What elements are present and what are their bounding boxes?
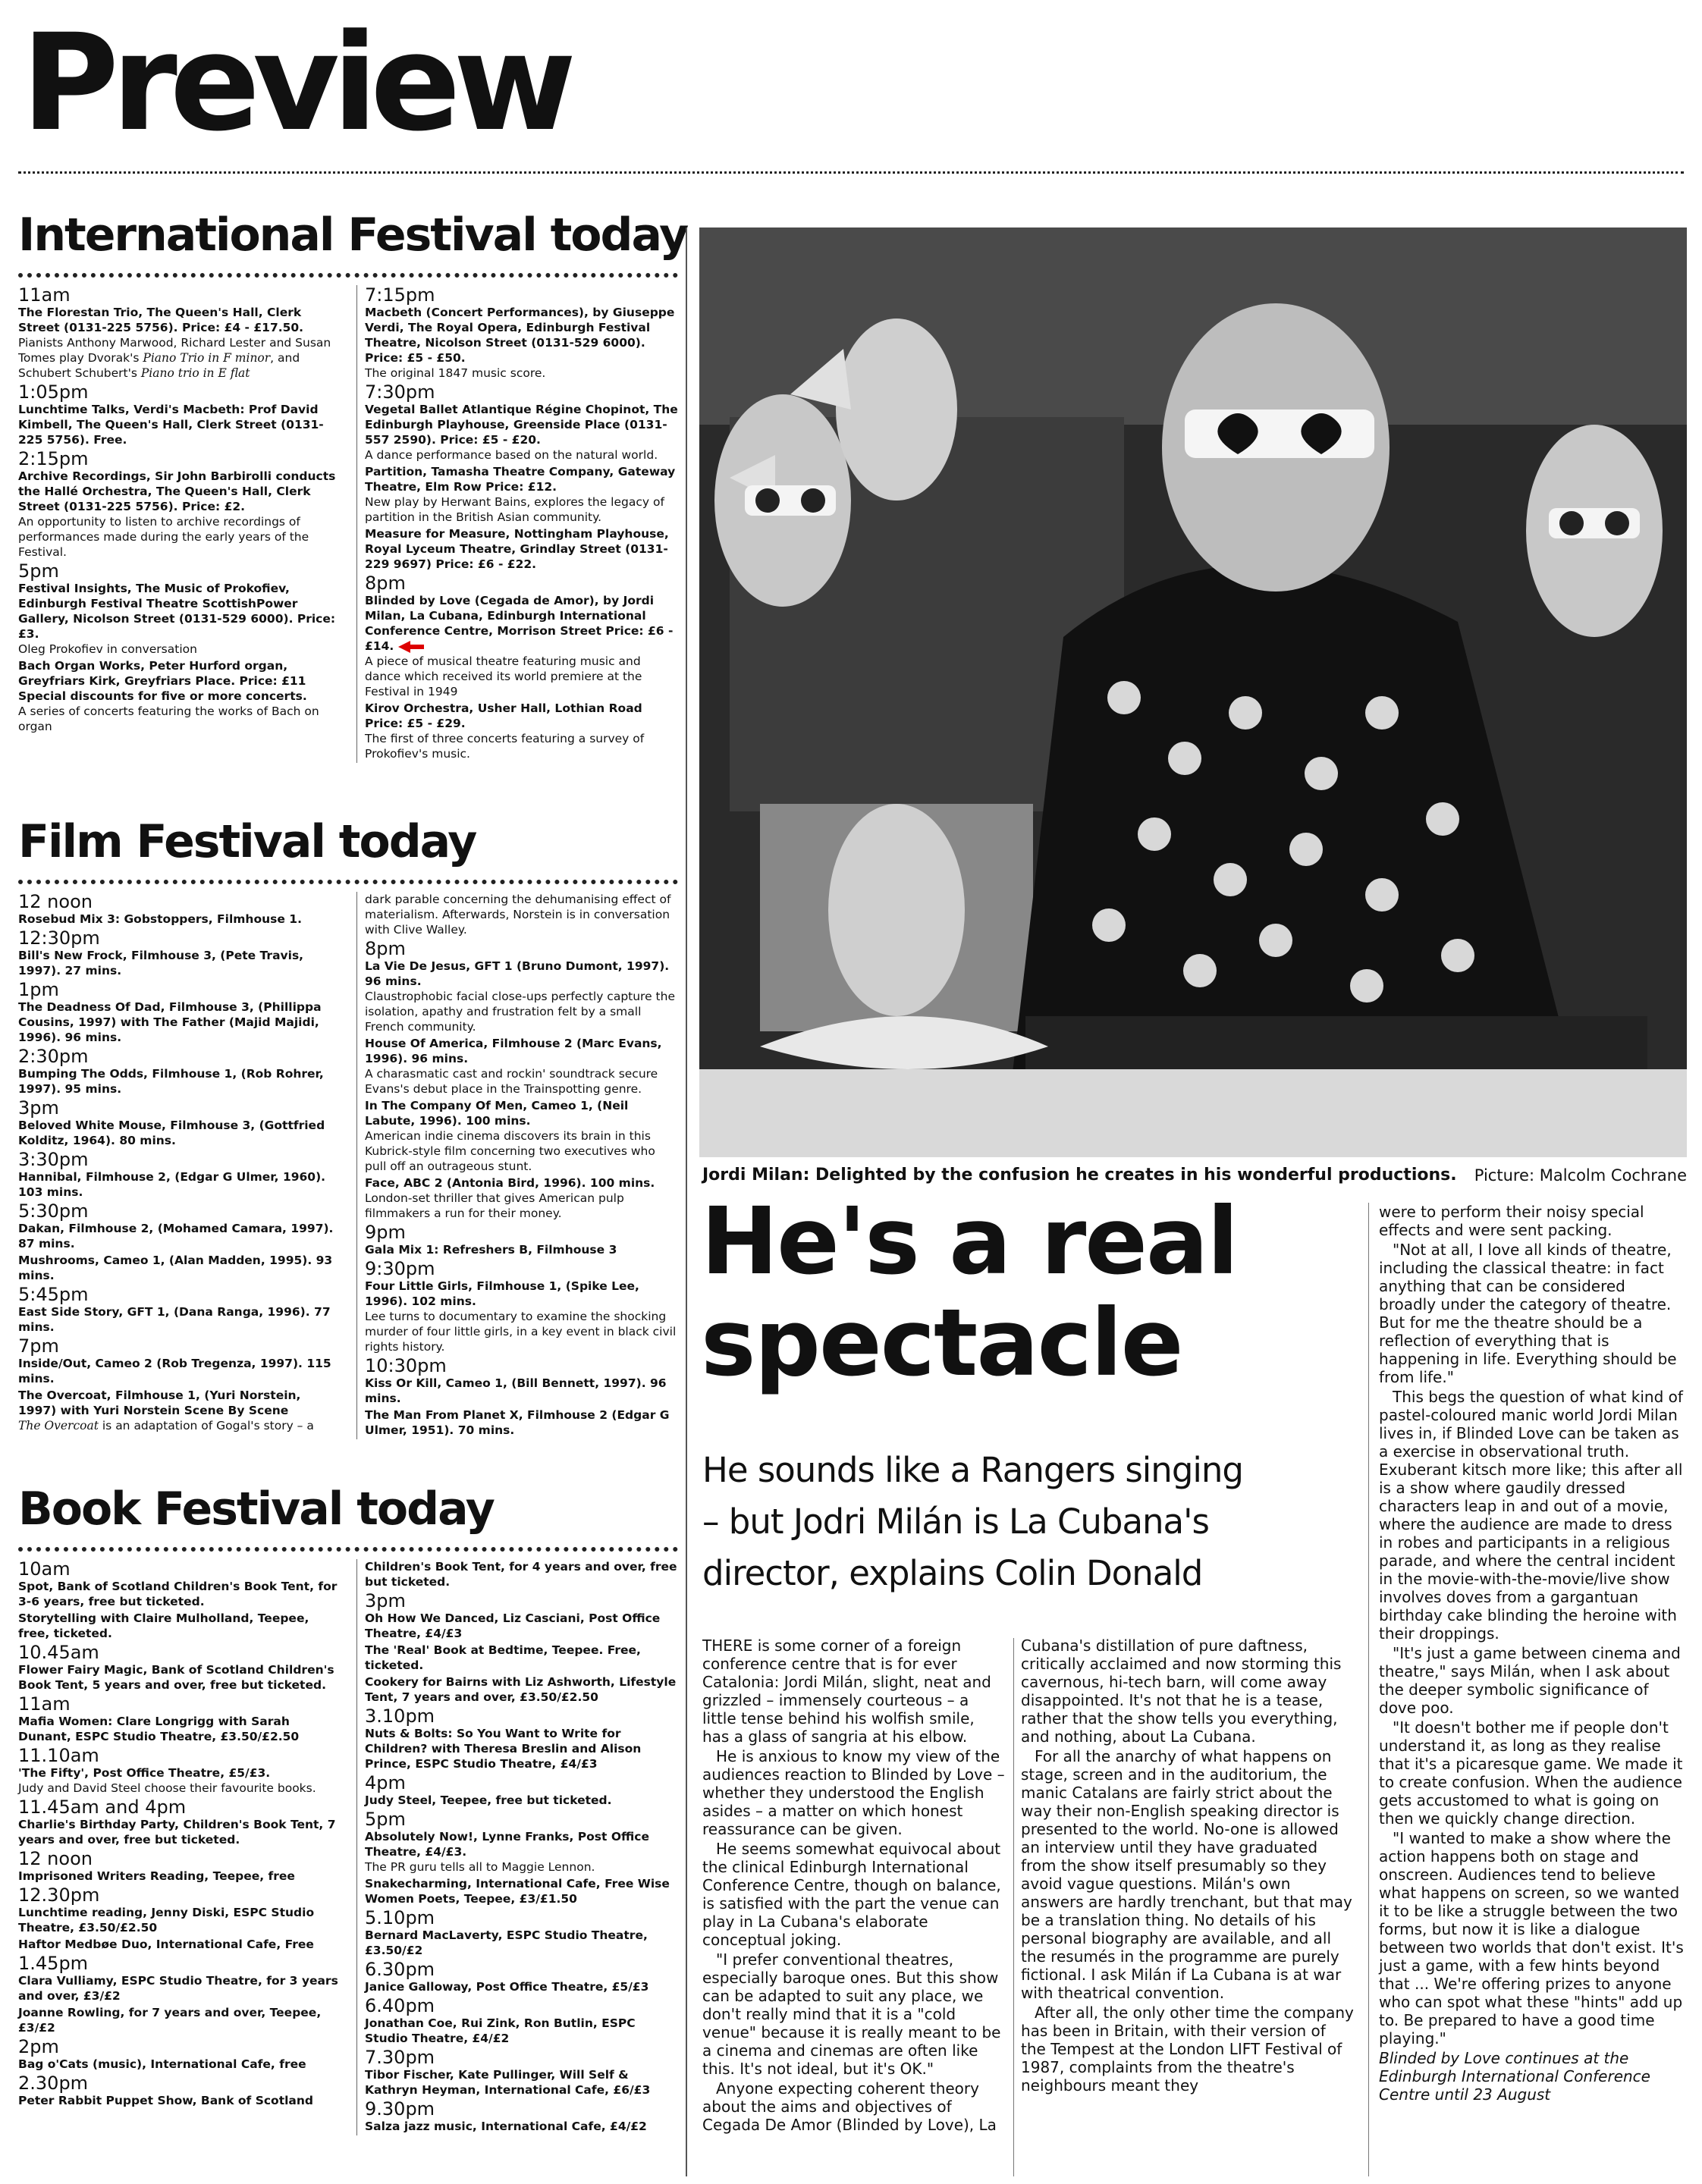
listing-entry (365, 2099, 678, 2134)
listing-headline: Oh How We Danced, Liz Casciani, Post Office Theatre, £4/£3 (365, 1611, 661, 1640)
listing-time: 6.40pm (365, 1995, 435, 2016)
listing-entry (18, 2037, 340, 2072)
listing-headline: The Florestan Trio, The Queen's Hall, Clerk Street (0131-225 5756). Price: £4 - £17.50. (18, 306, 304, 334)
listing-headline: Kiss Or Kill, Cameo 1, (Bill Bennett, 1997). 96 mins. (365, 1376, 667, 1405)
listing-headline: Tibor Fischer, Kate Pullinger, Will Self & Kathryn Heyman, International Cafe, £6/£3 (365, 2068, 651, 2097)
listing-headline: Mafia Women: Clare Longrigg with Sarah Dunant, ESPC Studio Theatre, £3.50/£2.50 (18, 1715, 300, 1743)
article-paragraph: "It's just a game between cinema and theatre," says Milán, when I ask about the deeper symbolic significance of dove poo. (1379, 1644, 1681, 1717)
listing-headline: Four Little Girls, Filmhouse 1, (Spike Lee, 1996). 102 mins. (365, 1279, 639, 1308)
listing-entry (365, 1773, 678, 1808)
listing-description: The Overcoat is an adaptation of Gogal's story – a (18, 1419, 314, 1432)
listing-time: 2:30pm (18, 1046, 89, 1067)
listing-entry (18, 1643, 340, 1693)
listing-headline: The Overcoat, Filmhouse 1, (Yuri Norstein, 1997) with Yuri Norstein Scene By Scene (18, 1389, 301, 1417)
book-col-2 (356, 1559, 678, 2135)
article-paragraph: "I wanted to make a show where the action happens both on stage and onscreen. Audiences tend to believe what happens on screen, so we wanted it to be like a struggle between the two forms, but now it is like a dialogue between two worlds that don't exist. It's just a game, with a few hints beyond that ... We're offering prizes to anyone who can spot what these "hints" add up to. Be prepared to have a good time playing." (1379, 1829, 1684, 2048)
listing-entry (365, 1559, 678, 1589)
listing-headline: Jonathan Coe, Rui Zink, Ron Butlin, ESPC Studio Theatre, £4/£2 (365, 2016, 636, 2045)
article-paragraph: THERE is some corner of a foreign conference centre that is for ever Catalonia: Jordi Milán, slight, neat and grizzled – immensely courteous – a little tense behind his wolfish smile, has a glass of sangria at his elbow. (702, 1636, 991, 1746)
listing-headline: Inside/Out, Cameo 2 (Rob Tregenza, 1997). 115 mins. (18, 1357, 331, 1385)
section-rule (18, 273, 678, 278)
listing-headline: Janice Galloway, Post Office Theatre, £5/£3 (365, 1980, 649, 1994)
film-title: Film Festival today (18, 815, 476, 868)
listing-headline: Bernard MacLaverty, ESPC Studio Theatre, £3.50/£2 (365, 1928, 648, 1957)
listing-entry (365, 1674, 678, 1705)
listing-entry (365, 1036, 678, 1097)
listing-entry (18, 1388, 340, 1433)
column-divider (686, 228, 687, 2176)
listing-time: 3pm (365, 1590, 406, 1611)
listing-headline: Flower Fairy Magic, Bank of Scotland Children's Book Tent, 5 years and over, free but ticketed. (18, 1663, 334, 1692)
listing-headline: Face, ABC 2 (Antonia Bird, 1996). 100 mins. (365, 1176, 655, 1190)
listing-headline: Gala Mix 1: Refreshers B, Filmhouse 3 (365, 1243, 617, 1257)
international-col-1 (18, 285, 340, 763)
article-paragraph: "Not at all, I love all kinds of theatre, including the classical theatre: in fact anything that can be considered broadly under the category of theatre. But for me the theatre should be a reflection of everything that is happening in life. Everything should be from life." (1379, 1241, 1677, 1386)
listing-entry (18, 382, 340, 447)
listing-headline: Children's Book Tent, for 4 years and over, free but ticketed. (365, 1560, 677, 1589)
listing-description: The PR guru tells all to Maggie Lennon. (365, 1860, 595, 1874)
article-paragraph: "It doesn't bother me if people don't understand it, as long as they realise that it's a picaresque game. We made it to create confusion. When the audience gets accustomed to what is going on then we quickly change direction. (1379, 1718, 1683, 1828)
headline-line-1: He's a real (701, 1188, 1238, 1295)
section-rule (18, 880, 678, 884)
article-paragraph: This begs the question of what kind of pastel-coloured manic world Jordi Milan lives in, if Blinded Love can be taken as a exercise in observational truth. Exuberant kitsch more like; this after all is a show where gaudily dressed characters leap in and out of a movie, where the audience are made to dress in robes and participants in a religious parade, and where the central incident in the movie-with-the-movie/live show involves doves from a gargantuan birthday cake blinding the heroine with their droppings. (1379, 1388, 1683, 1643)
listing-time: 10.45am (18, 1642, 99, 1663)
standfirst-line-2: – but Jodri Milán is La Cubana's (702, 1502, 1209, 1542)
listing-entry (18, 561, 340, 657)
article-paragraph: Anyone expecting coherent theory about the aims and objectives of Cegada De Amor (Blinded by Love), La (702, 2079, 997, 2134)
listing-entry (365, 1356, 678, 1406)
article-paragraph: For all the anarchy of what happens on stage, screen and in the auditorium, the manic Catalans are fairly strict about the way their non-English speaking director is presented to the world. No-one is allowed an interview until they have graduated from the show itself presumably so they avoid vague questions. Milán's own answers are hardly trenchant, but that may be a translation thing. No details of his personal biography are available, and all the resumés in the programme are purely fictional. I ask Milán if La Cubana is at war with theatrical convention. (1021, 1747, 1352, 2002)
listing-time: 12 noon (18, 891, 93, 912)
listing-headline: Nuts & Bolts: So You Want to Write for Children? with Theresa Breslin and Alison Prince, ESPC Studio Theatre, £4/£3 (365, 1727, 642, 1771)
listing-entry (18, 1253, 340, 1283)
listing-headline: Lunchtime reading, Jenny Diski, ESPC Studio Theatre, £3.50/£2.50 (18, 1906, 315, 1935)
listing-time: 12:30pm (18, 927, 100, 949)
film-col-1 (18, 892, 340, 1439)
listing-entry (365, 1706, 678, 1771)
listing-time: 4pm (365, 1772, 406, 1793)
article-paragraph: Cubana's distillation of pure daftness, critically acclaimed and now storming this cavernous, hi-tech barn, will come away disappointed. It's not that he is a tease, rather that the show tells you everything, and nothing, about La Cubana. (1021, 1636, 1342, 1746)
listing-time: 2.30pm (18, 2073, 89, 2094)
listing-headline: House Of America, Filmhouse 2 (Marc Evans, 1996). 96 mins. (365, 1037, 662, 1065)
listing-description: A dance performance based on the natural world. (365, 448, 658, 462)
article-column-rule (1368, 1203, 1369, 2176)
listing-time: 3.10pm (365, 1705, 435, 1727)
listing-description: Pianists Anthony Marwood, Richard Lester and Susan Tomes play Dvorak's Piano Trio in F minor, and Schubert Schubert's Piano trio in E flat (18, 336, 331, 380)
listing-headline: Lunchtime Talks, Verdi's Macbeth: Prof David Kimbell, The Queen's Hall, Clerk Street (0131-225 5756). Free. (18, 403, 324, 447)
article-paragraph: He is anxious to know my view of the audiences reaction to Blinded by Love – whether they understood the English asides – a matter on which honest reassurance can be given. (702, 1747, 1005, 1838)
caption-text: Jordi Milan: Delighted by the confusion he creates in his wonderful productions. (702, 1166, 1457, 1185)
listing-headline: The 'Real' Book at Bedtime, Teepee. Free, ticketed. (365, 1643, 641, 1672)
listing-time: 5pm (365, 1809, 406, 1830)
listing-entry (365, 1643, 678, 1673)
photo-credit: Picture: Malcolm Cochrane (1474, 1166, 1687, 1185)
feature-photo (699, 228, 1687, 1157)
listing-time: 11.10am (18, 1745, 99, 1766)
listing-headline: Judy Steel, Teepee, free but ticketed. (365, 1793, 612, 1807)
listing-headline: Bumping The Odds, Filmhouse 1, (Rob Rohrer, 1997). 95 mins. (18, 1067, 324, 1096)
listing-description: The original 1847 music score. (365, 366, 546, 380)
article-footnote: Blinded by Love continues at the Edinburgh International Conference Centre until 23 August (1379, 2049, 1650, 2104)
listing-headline: Cookery for Bairns with Liz Ashworth, Lifestyle Tent, 7 years and over, £3.50/£2.50 (365, 1675, 677, 1704)
listing-entry (18, 1611, 340, 1641)
listing-entry (18, 658, 340, 734)
listing-time: 5:30pm (18, 1200, 89, 1222)
headline-line-2: spectacle (701, 1289, 1182, 1397)
listing-headline: The Deadness Of Dad, Filmhouse 3, (Phillippa Cousins, 1997) with The Father (Majid Majidi, 1996). 96 mins. (18, 1000, 322, 1044)
red-arrow-tail (410, 645, 424, 649)
article-column-rule (1013, 1638, 1014, 2176)
film-col-2 (356, 892, 678, 1439)
listing-entry (365, 464, 678, 525)
masthead-rule (18, 171, 1684, 174)
photo-illustration (699, 228, 1687, 1157)
listing-entry (365, 1259, 678, 1354)
listing-entry (365, 701, 678, 761)
listing-description: A piece of musical theatre featuring music and dance which received its world premiere at the Festival in 1949 (365, 654, 642, 698)
listing-headline: Dakan, Filmhouse 2, (Mohamed Camara, 1997). 87 mins. (18, 1222, 334, 1250)
book-title: Book Festival today (18, 1483, 494, 1536)
listing-entry (365, 526, 678, 572)
listing-entry (18, 1559, 340, 1609)
listing-time: 5pm (18, 560, 59, 582)
listing-headline: Bill's New Frock, Filmhouse 3, (Pete Travis, 1997). 27 mins. (18, 949, 304, 977)
listing-headline: Rosebud Mix 3: Gobstoppers, Filmhouse 1. (18, 912, 302, 926)
listing-entry (18, 1746, 340, 1796)
listing-time: 5:45pm (18, 1284, 89, 1305)
listing-time: 12 noon (18, 1848, 93, 1869)
listing-time: 1pm (18, 979, 59, 1000)
listing-time: 5.10pm (365, 1907, 435, 1928)
listing-time: 2:15pm (18, 448, 89, 469)
listing-time: 3:30pm (18, 1149, 89, 1170)
listing-entry (365, 892, 678, 937)
listing-description: Claustrophobic facial close-ups perfectly capture the isolation, apathy and frustration felt by a small French community. (365, 990, 675, 1034)
listing-time: 7:15pm (365, 284, 435, 306)
listing-headline: Archive Recordings, Sir John Barbirolli conducts the Hallé Orchestra, The Queen's Hall, Clerk Street (0131-225 5756). Price: £2. (18, 469, 336, 513)
article-headline (701, 1188, 1368, 1397)
listing-time: 10am (18, 1558, 71, 1580)
listing-headline: Mushrooms, Cameo 1, (Alan Madden, 1995). 93 mins. (18, 1254, 333, 1282)
listing-entry (18, 1797, 340, 1847)
listing-entry (365, 939, 678, 1034)
listing-entry (18, 1885, 340, 1935)
listing-description: A charasmatic cast and rockin' soundtrack secure Evans's debut place in the Trainspotting genre. (365, 1067, 658, 1096)
listing-time: 11am (18, 284, 71, 306)
listing-time: 8pm (365, 938, 406, 959)
listing-headline: Storytelling with Claire Mulholland, Teepee, free, ticketed. (18, 1611, 309, 1640)
listing-entry (365, 1876, 678, 1906)
article-paragraph: "I prefer conventional theatres, especially baroque ones. But this show can be adapted to suit any place, we don't really mind that it is a "cold venue" because it is really meant to be a cinema and cinemas are often like this. It's not ideal, but it's OK." (702, 1950, 1001, 2078)
book-section (18, 1479, 678, 2135)
listing-time: 6.30pm (365, 1959, 435, 1980)
listing-time: 7.30pm (365, 2047, 435, 2068)
article-column-1 (702, 1636, 1006, 2135)
listing-entry (18, 1953, 340, 2004)
listing-entry (365, 1809, 678, 1875)
listing-headline: Snakecharming, International Cafe, Free Wise Women Poets, Teepee, £3/£1.50 (365, 1877, 670, 1906)
listing-time: 12.30pm (18, 1884, 100, 1906)
listing-description: An opportunity to listen to archive recordings of performances made during the early years of the Festival. (18, 515, 309, 559)
listing-entry (365, 382, 678, 463)
listing-headline: Peter Rabbit Puppet Show, Bank of Scotland (18, 2094, 314, 2107)
listing-headline: 'The Fifty', Post Office Theatre, £5/£3. (18, 1766, 271, 1780)
listing-entry (365, 573, 678, 699)
listing-entry (18, 1937, 340, 1952)
listing-entry (18, 980, 340, 1045)
listing-entry (18, 1201, 340, 1251)
listing-headline: Vegetal Ballet Atlantique Régine Chopinot, The Edinburgh Playhouse, Greenside Place (0131-557 2590). Price: £5 - £20. (365, 403, 678, 447)
listing-headline: Salza jazz music, International Cafe, £4/£2 (365, 2120, 647, 2133)
listing-entry (18, 2073, 340, 2108)
listing-headline: Bag o'Cats (music), International Cafe, free (18, 2057, 306, 2071)
listing-headline: Blinded by Love (Cegada de Amor), by Jordi Milan, La Cubana, Edinburgh International Conference Centre, Morrison Street Price: £6 - £14. (365, 594, 674, 653)
listing-description: Lee turns to documentary to examine the shocking murder of four little girls, in a key event in black civil rights history. (365, 1310, 677, 1354)
listing-headline: East Side Story, GFT 1, (Dana Ranga, 1996). 77 mins. (18, 1305, 331, 1334)
listing-time: 9.30pm (365, 2098, 435, 2120)
film-section (18, 811, 678, 1439)
listing-headline: Macbeth (Concert Performances), by Giuseppe Verdi, The Royal Opera, Edinburgh Festival Theatre, Nicolson Street (0131-529 6000). Price: £5 - £50. (365, 306, 675, 365)
listing-time: 10:30pm (365, 1355, 447, 1376)
international-section (18, 205, 688, 763)
listing-entry (365, 1222, 678, 1257)
listing-entry (18, 449, 340, 560)
listing-entry (365, 2048, 678, 2098)
section-rule (18, 1547, 678, 1552)
listing-headline: Joanne Rowling, for 7 years and over, Teepee, £3/£2 (18, 2006, 322, 2035)
listing-entry (18, 2005, 340, 2035)
article-column-3-paras (1379, 1203, 1687, 2048)
listing-headline: Kirov Orchestra, Usher Hall, Lothian Road Price: £5 - £29. (365, 701, 642, 730)
listing-entry (18, 1046, 340, 1097)
listing-headline: Partition, Tamasha Theatre Company, Gateway Theatre, Elm Row Price: £12. (365, 465, 676, 494)
listing-headline: Festival Insights, The Music of Prokofiev, Edinburgh Festival Theatre ScottishPower Gallery, Nicolson Street (0131-529 6000). Price: £3. (18, 582, 336, 641)
listing-description: Oleg Prokofiev in conversation (18, 642, 197, 656)
article-column-2 (1021, 1636, 1355, 2096)
listing-time: 11.45am and 4pm (18, 1796, 187, 1818)
listing-entry (365, 1908, 678, 1958)
article-standfirst (702, 1445, 1370, 1599)
article-paragraph: After all, the only other time the company has been in Britain, with their version of the Tempest at the London LIFT Festival of 1987, complaints from the theatre's neighbours meant they (1021, 2004, 1354, 2095)
listing-time: 1.45pm (18, 1953, 89, 1974)
listing-entry (365, 1407, 678, 1438)
international-title: International Festival today (18, 209, 688, 262)
listing-time: 7pm (18, 1335, 59, 1357)
listing-entry (365, 1996, 678, 2046)
listing-headline: Absolutely Now!, Lynne Franks, Post Office Theatre, £4/£3. (365, 1830, 650, 1859)
listing-entry (18, 1849, 340, 1884)
listing-description: dark parable concerning the dehumanising effect of materialism. Afterwards, Norstein is in conversation with Clive Walley. (365, 893, 671, 937)
listing-entry (365, 1960, 678, 1994)
listing-headline: Spot, Bank of Scotland Children's Book Tent, for 3-6 years, free but ticketed. (18, 1580, 338, 1608)
listing-time: 1:05pm (18, 381, 89, 403)
listing-entry (18, 928, 340, 978)
listing-time: 3pm (18, 1097, 59, 1119)
listing-headline: Imprisoned Writers Reading, Teepee, free (18, 1869, 295, 1883)
listing-entry (18, 1336, 340, 1386)
listing-headline: The Man From Planet X, Filmhouse 2 (Edgar G Ulmer, 1951). 70 mins. (365, 1408, 670, 1437)
listing-entry (365, 1175, 678, 1221)
listing-entry (18, 1098, 340, 1148)
listing-description: New play by Herwant Bains, explores the legacy of partition in the British Asian community. (365, 495, 664, 524)
listing-headline: Beloved White Mouse, Filmhouse 3, (Gottfried Kolditz, 1964). 80 mins. (18, 1119, 325, 1147)
article-column-3 (1379, 1203, 1687, 2105)
listing-headline: Hannibal, Filmhouse 2, (Edgar G Ulmer, 1960). 103 mins. (18, 1170, 326, 1199)
listing-headline: Clara Vulliamy, ESPC Studio Theatre, for 3 years and over, £3/£2 (18, 1974, 338, 2003)
listing-entry (18, 1285, 340, 1335)
book-col-1 (18, 1559, 340, 2135)
listing-time: 7:30pm (365, 381, 435, 403)
masthead-title: Preview (21, 5, 570, 161)
listing-headline: In The Company Of Men, Cameo 1, (Neil Labute, 1996). 100 mins. (365, 1099, 629, 1128)
listing-headline: Measure for Measure, Nottingham Playhouse, Royal Lyceum Theatre, Grindlay Street (0131-229 9697) Price: £6 - £22. (365, 527, 669, 571)
listing-time: 9pm (365, 1222, 406, 1243)
listing-entry (365, 285, 678, 381)
listing-description: Judy and David Steel choose their favourite books. (18, 1781, 316, 1795)
listing-time: 11am (18, 1693, 71, 1715)
listing-headline: Charlie's Birthday Party, Children's Book Tent, 7 years and over, free but ticketed. (18, 1818, 336, 1847)
listing-headline: La Vie De Jesus, GFT 1 (Bruno Dumont, 1997). 96 mins. (365, 959, 670, 988)
listing-entry (18, 892, 340, 927)
listing-description: The first of three concerts featuring a survey of Prokofiev's music. (365, 732, 645, 761)
listing-entry (18, 285, 340, 381)
article-paragraph: He seems somewhat equivocal about the clinical Edinburgh International Conference Centre, though on balance, is satisfied with the part the venue can play in La Cubana's elaborate conceptual joking. (702, 1840, 1001, 1949)
standfirst-line-3: director, explains Colin Donald (702, 1553, 1203, 1593)
listing-description: A series of concerts featuring the works of Bach on organ (18, 704, 319, 733)
photo-caption (702, 1165, 1687, 1186)
listing-headline: Bach Organ Works, Peter Hurford organ, Greyfriars Kirk, Greyfriars Place. Price: £11 Special discounts for five or more concerts. (18, 659, 307, 703)
standfirst-line-1: He sounds like a Rangers singing (702, 1450, 1243, 1490)
listing-entry (365, 1098, 678, 1174)
article-paragraph: were to perform their noisy special effects and were sent packing. (1379, 1203, 1644, 1239)
listing-entry (365, 1591, 678, 1641)
listing-entry (18, 1150, 340, 1200)
listing-time: 9:30pm (365, 1258, 435, 1279)
masthead (21, 0, 1690, 171)
international-col-2 (356, 285, 678, 763)
listing-time: 8pm (365, 573, 406, 594)
listing-entry (18, 1694, 340, 1744)
listing-description: London-set thriller that gives American pulp filmmakers a run for their money. (365, 1191, 624, 1220)
listing-description: American indie cinema discovers its brain in this Kubrick-style film concerning two executives who pull off an outrageous stunt. (365, 1129, 655, 1173)
red-arrow-icon (398, 641, 410, 653)
listing-time: 2pm (18, 2036, 59, 2057)
listing-headline: Haftor Medbøe Duo, International Cafe, Free (18, 1938, 314, 1951)
